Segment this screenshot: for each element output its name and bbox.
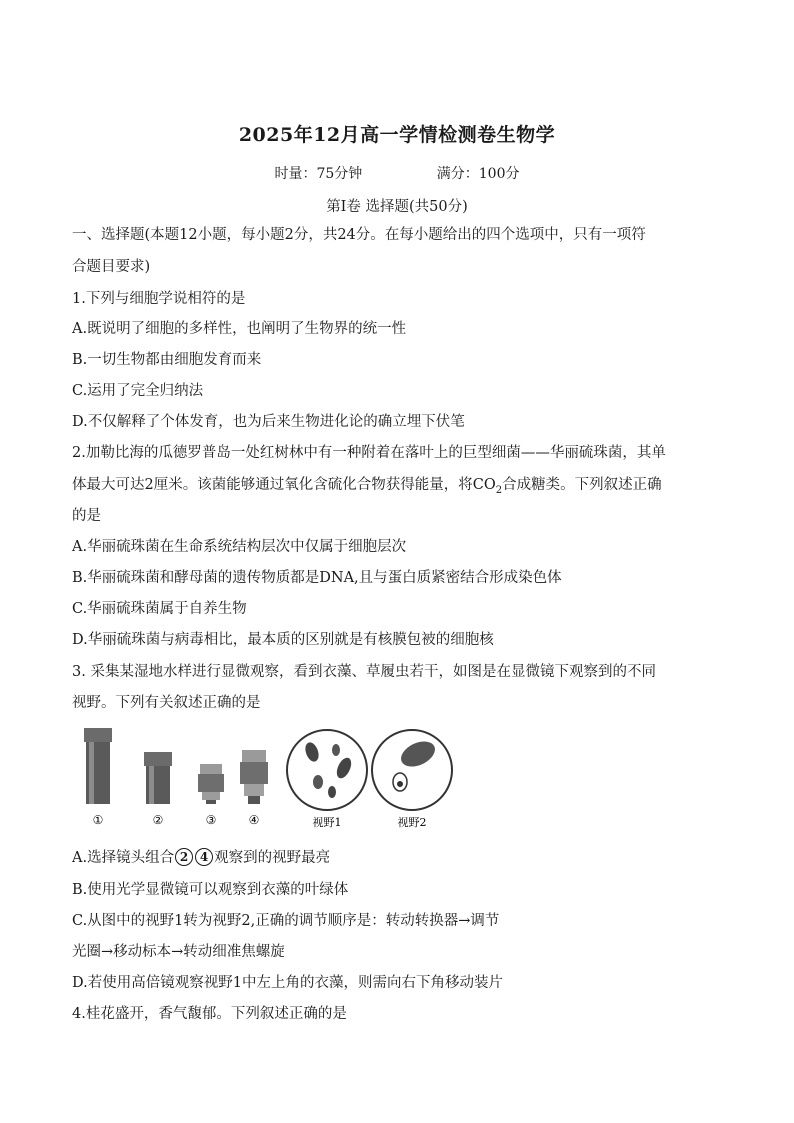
q2-stem-line2 (72, 475, 732, 501)
q1-option-c: C.运用了完全归纳法 (72, 383, 204, 399)
q1-option-d: D.不仅解释了个体发育，也为后来生物进化论的确立埋下伏笔 (72, 414, 465, 430)
lens-label-1: ① (92, 813, 104, 827)
part-heading: 第I卷 选择题(共50分) (326, 199, 468, 215)
section-heading-line2: 合题目要求) (72, 259, 151, 275)
q3-option-a-pre: A.选择镜头组合 (72, 850, 175, 866)
q3-option-d: D.若使用高倍镜观察视野1中左上角的衣藻，则需向右下角移动装片 (72, 975, 503, 991)
field-of-view-2 (372, 730, 452, 810)
field-of-view-1 (287, 730, 367, 810)
objective-lens-3 (198, 764, 224, 804)
q1-stem: 1.下列与细胞学说相符的是 (72, 291, 246, 307)
lens-label-2: ② (152, 813, 164, 827)
q3-option-a-post: 观察到的视野最亮 (214, 850, 331, 866)
eyepiece-lens-2 (144, 752, 172, 804)
q1-option-b: B.一切生物都由细胞发育而来 (72, 352, 262, 368)
co2-subscript: 2 (495, 484, 503, 496)
page-title: 2025年12月高一学情检测卷生物学 (238, 124, 556, 146)
q3-stem-line1: 3. 采集某湿地水样进行显微观察，看到衣藻、草履虫若干，如图是在显微镜下观察到的不同 (72, 664, 656, 680)
eyepiece-lens-1 (84, 728, 112, 804)
q4-stem: 4.桂花盛开，香气馥郁。下列叙述正确的是 (72, 1006, 347, 1022)
full-score: 满分：100分 (436, 166, 520, 182)
q1-option-a: A.既说明了细胞的多样性，也阐明了生物界的统一性 (72, 321, 407, 337)
q2-option-d: D.华丽硫珠菌与病毒相比，最本质的区别就是有核膜包被的细胞核 (72, 632, 494, 648)
q3-option-b: B.使用光学显微镜可以观察到衣藻的叶绿体 (72, 882, 349, 898)
q2-option-c: C.华丽硫珠菌属于自养生物 (72, 601, 247, 617)
lens-label-4: ④ (248, 813, 260, 827)
q2-option-b: B.华丽硫珠菌和酵母菌的遗传物质都是DNA,且与蛋白质紧密结合形成染色体 (72, 570, 562, 586)
time-limit: 时量：75分钟 (274, 166, 363, 182)
section-heading-line1: 一、选择题(本题12小题，每小题2分，共24分。在每小题给出的四个选项中，只有一项符 (72, 227, 646, 243)
exam-meta (0, 163, 794, 183)
field-label-1: 视野1 (312, 816, 342, 829)
q2-stem-line2-a: 体最大可达2厘米。该菌能够通过氧化含硫化合物获得能量，将CO (72, 477, 496, 493)
circled-4: 4 (195, 848, 213, 866)
q3-option-c-line1: C.从图中的视野1转为视野2,正确的调节顺序是：转动转换器→调节 (72, 913, 500, 929)
lens-label-3: ③ (205, 813, 217, 827)
q2-stem-line3: 的是 (72, 508, 101, 524)
field-label-2: 视野2 (397, 816, 427, 829)
objective-lens-4 (240, 750, 268, 804)
microscope-figure (72, 720, 472, 832)
q2-option-a: A.华丽硫珠菌在生命系统结构层次中仅属于细胞层次 (72, 539, 407, 555)
q3-stem-line2: 视野。下列有关叙述正确的是 (72, 695, 261, 711)
q3-option-c-line2: 光圈→移动标本→转动细准焦螺旋 (72, 944, 285, 960)
microscope-figure-svg (72, 720, 472, 832)
q2-stem-line2-b: 合成糖类。下列叙述正确 (502, 477, 662, 493)
q3-option-a (72, 848, 732, 868)
circled-2: 2 (175, 848, 193, 866)
q2-stem-line1: 2.加勒比海的瓜德罗普岛一处红树林中有一种附着在落叶上的巨型细菌——华丽硫珠菌，其单 (72, 445, 666, 461)
